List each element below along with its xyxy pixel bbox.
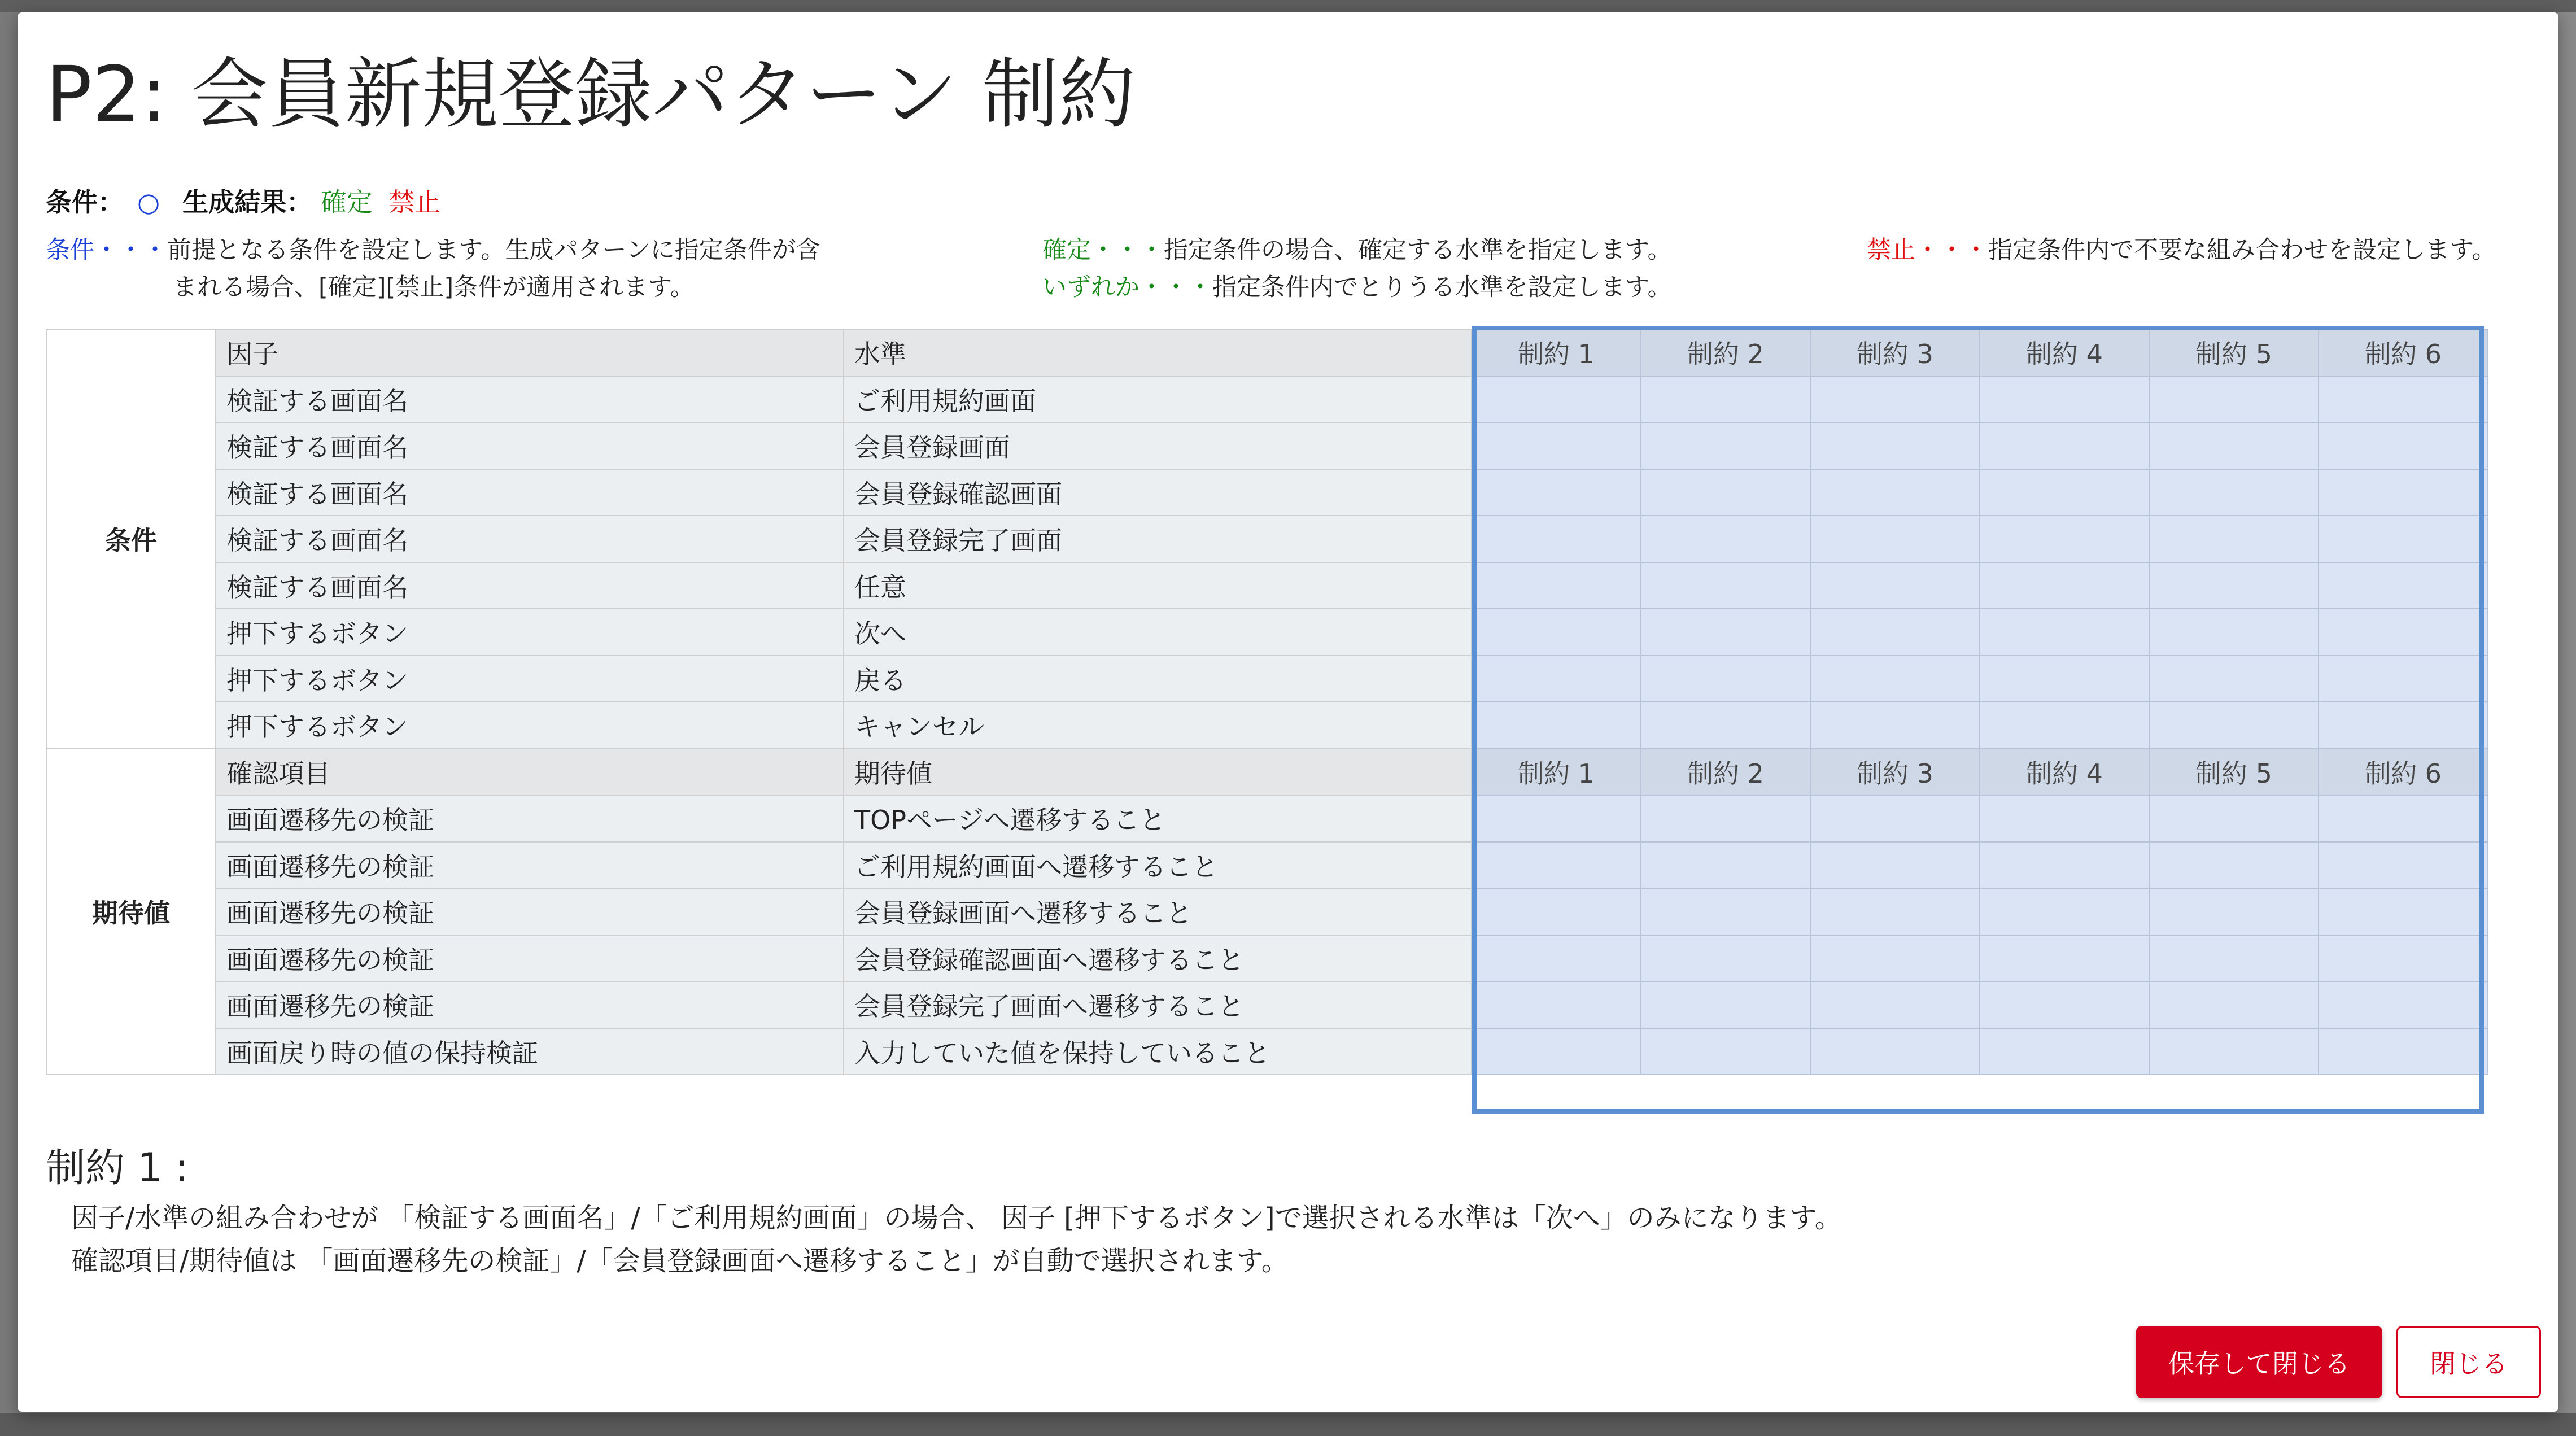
constraint-detail-title: 制約 1 : (46, 1145, 189, 1191)
background-bottom-bar (0, 1413, 2576, 1436)
constraint-cell[interactable] (2319, 656, 2488, 702)
constraint-cell[interactable] (1641, 702, 1810, 749)
constraint-cell[interactable] (2149, 656, 2319, 702)
constraint-cell[interactable] (1810, 469, 1980, 516)
condition-factor-value: 戻る (844, 656, 1472, 702)
constraint-cell[interactable] (2149, 935, 2319, 982)
condition-header-row (46, 329, 2488, 376)
condition-factor-row (46, 609, 2488, 656)
constraint-detail-line-2: 確認項目/期待値は 「画面遷移先の検証」/「会員登録画面へ遷移すること」が自動で選択されます。 (71, 1245, 1289, 1277)
constraint-header: 制約 3 (1810, 329, 1980, 376)
constraint-header: 制約 4 (1980, 329, 2149, 376)
constraint-cell[interactable] (2149, 422, 2319, 469)
expected-item-row (46, 795, 2488, 842)
any-text: 指定条件内でとりうる水準を設定します。 (1212, 273, 1672, 302)
expected-item-value: 会員登録画面へ遷移すること (844, 888, 1472, 935)
constraint-cell[interactable] (2319, 935, 2488, 982)
constraint-cell[interactable] (1810, 842, 1980, 889)
constraint-cell[interactable] (2149, 516, 2319, 562)
legend-condition-label: 条件： (46, 187, 124, 217)
condition-factor-row (46, 422, 2488, 469)
constraint-cell[interactable] (1472, 422, 1641, 469)
legend-confirm: 確定 (320, 187, 373, 217)
constraint-cell[interactable] (1980, 469, 2149, 516)
forbid-text: 指定条件内で不要な組み合わせを設定します。 (1988, 236, 2496, 264)
constraint-cell[interactable] (2319, 516, 2488, 562)
constraint-cell[interactable] (2149, 562, 2319, 609)
condition-factor-value: 次へ (844, 609, 1472, 656)
expected-item-value: 会員登録完了画面へ遷移すること (844, 981, 1472, 1028)
condition-text-1: 前提となる条件を設定します。生成パターンに指定条件が含 (167, 236, 820, 264)
constraint-cell[interactable] (1980, 609, 2149, 656)
close-button[interactable]: 閉じる (2396, 1326, 2541, 1398)
confirm-description (1042, 232, 1672, 306)
expected-column-header-2: 期待値 (844, 749, 1472, 796)
constraint-cell[interactable] (1472, 469, 1641, 516)
condition-factor-value: 任意 (844, 562, 1472, 609)
constraint-cell[interactable] (1980, 562, 2149, 609)
legend-result-label: 生成結果： (182, 187, 313, 217)
constraint-cell[interactable] (1980, 516, 2149, 562)
constraint-cell[interactable] (1641, 1028, 1810, 1075)
constraint-cell[interactable] (1810, 888, 1980, 935)
constraint-cell[interactable] (1641, 888, 1810, 935)
constraint-cell[interactable] (1472, 842, 1641, 889)
constraint-cell[interactable] (2149, 702, 2319, 749)
constraint-cell[interactable] (2319, 981, 2488, 1028)
constraint-cell[interactable] (2319, 888, 2488, 935)
constraint-cell[interactable] (2149, 469, 2319, 516)
constraint-cell[interactable] (1980, 842, 2149, 889)
constraint-table (46, 329, 2488, 1075)
condition-factor-row (46, 469, 2488, 516)
constraint-cell[interactable] (1810, 562, 1980, 609)
constraint-cell[interactable] (1472, 376, 1641, 423)
expected-item-row (46, 888, 2488, 935)
constraint-header: 制約 5 (2149, 749, 2319, 796)
constraint-cell[interactable] (1810, 981, 1980, 1028)
constraint-cell[interactable] (2149, 609, 2319, 656)
expected-item-row (46, 842, 2488, 889)
forbid-prefix: 禁止・・・ (1867, 236, 1988, 264)
constraint-cell[interactable] (1980, 422, 2149, 469)
constraint-cell[interactable] (2319, 842, 2488, 889)
condition-factor-name: 検証する画面名 (216, 562, 844, 609)
condition-factor-row (46, 376, 2488, 423)
condition-factor-name: 押下するボタン (216, 609, 844, 656)
constraint-cell[interactable] (2149, 1028, 2319, 1075)
constraint-cell[interactable] (1472, 516, 1641, 562)
expected-item-name: 画面遷移先の検証 (216, 842, 844, 889)
condition-factor-row (46, 656, 2488, 702)
condition-factor-value: 会員登録確認画面 (844, 469, 1472, 516)
constraint-cell[interactable] (2149, 376, 2319, 423)
condition-factor-row (46, 562, 2488, 609)
constraint-cell[interactable] (1810, 609, 1980, 656)
condition-factor-value: 会員登録画面 (844, 422, 1472, 469)
constraint-cell[interactable] (1641, 376, 1810, 423)
constraint-cell[interactable] (1980, 376, 2149, 423)
constraint-cell[interactable] (1980, 702, 2149, 749)
dialog-title: P2: 会員新規登録パターン 制約 (46, 50, 1136, 139)
expected-item-name: 画面遷移先の検証 (216, 935, 844, 982)
constraint-cell[interactable] (1810, 795, 1980, 842)
constraint-cell[interactable] (2319, 795, 2488, 842)
constraint-cell[interactable] (1472, 1028, 1641, 1075)
constraint-header: 制約 1 (1472, 329, 1641, 376)
constraint-cell[interactable] (1641, 422, 1810, 469)
background-right-edge (2557, 12, 2576, 1436)
condition-group-label: 条件 (46, 329, 216, 749)
constraint-cell[interactable] (2149, 981, 2319, 1028)
constraint-cell[interactable] (2149, 795, 2319, 842)
constraint-cell[interactable] (1810, 422, 1980, 469)
expected-group-label: 期待値 (46, 749, 216, 1075)
constraint-cell[interactable] (2149, 842, 2319, 889)
confirm-prefix: 確定・・・ (1042, 236, 1164, 264)
legend (46, 182, 440, 219)
expected-header-row (46, 749, 2488, 796)
condition-circle-icon: ○ (137, 187, 160, 217)
constraint-cell[interactable] (1472, 981, 1641, 1028)
expected-item-value: ご利用規約画面へ遷移すること (844, 842, 1472, 889)
constraint-cell[interactable] (1810, 1028, 1980, 1075)
expected-item-row (46, 981, 2488, 1028)
condition-factor-name: 検証する画面名 (216, 516, 844, 562)
condition-factor-name: 検証する画面名 (216, 422, 844, 469)
constraint-header: 制約 4 (1980, 749, 2149, 796)
expected-item-name: 画面遷移先の検証 (216, 981, 844, 1028)
constraint-dialog (18, 12, 2558, 1412)
constraint-cell[interactable] (1810, 376, 1980, 423)
condition-factor-row (46, 702, 2488, 749)
expected-item-name: 画面遷移先の検証 (216, 795, 844, 842)
constraint-cell[interactable] (1980, 935, 2149, 982)
constraint-cell[interactable] (2319, 609, 2488, 656)
constraint-cell[interactable] (2319, 376, 2488, 423)
constraint-cell[interactable] (1810, 702, 1980, 749)
constraint-cell[interactable] (1472, 795, 1641, 842)
constraint-header: 制約 6 (2319, 329, 2488, 376)
condition-factor-value: 会員登録完了画面 (844, 516, 1472, 562)
constraint-cell[interactable] (2319, 469, 2488, 516)
condition-column-header-2: 水準 (844, 329, 1472, 376)
constraint-cell[interactable] (1810, 516, 1980, 562)
constraint-cell[interactable] (1641, 795, 1810, 842)
constraint-cell[interactable] (2319, 562, 2488, 609)
condition-description (46, 232, 820, 306)
any-prefix: いずれか・・・ (1042, 273, 1212, 302)
constraint-cell[interactable] (1472, 562, 1641, 609)
constraint-cell[interactable] (1472, 888, 1641, 935)
constraint-cell[interactable] (1472, 656, 1641, 702)
expected-item-value: 会員登録確認画面へ遷移すること (844, 935, 1472, 982)
constraint-cell[interactable] (1641, 842, 1810, 889)
constraint-cell[interactable] (1641, 656, 1810, 702)
condition-factor-name: 押下するボタン (216, 702, 844, 749)
constraint-cell[interactable] (1641, 562, 1810, 609)
constraint-cell[interactable] (1810, 935, 1980, 982)
forbid-description (1867, 232, 2496, 269)
condition-text-2: まれる場合、[確定][禁止]条件が適用されます。 (173, 273, 695, 302)
constraint-cell[interactable] (1810, 656, 1980, 702)
constraint-cell[interactable] (2319, 1028, 2488, 1075)
constraint-cell[interactable] (1980, 1028, 2149, 1075)
condition-factor-value: ご利用規約画面 (844, 376, 1472, 423)
condition-factor-value: キャンセル (844, 702, 1472, 749)
expected-item-value: 入力していた値を保持していること (844, 1028, 1472, 1075)
constraint-detail-line-1: 因子/水準の組み合わせが 「検証する画面名」/「ご利用規約画面」の場合、 因子 [押下するボタン]で選択される水準は「次へ」のみになります。 (71, 1202, 1842, 1234)
constraint-cell[interactable] (1641, 469, 1810, 516)
constraint-cell[interactable] (1472, 935, 1641, 982)
constraint-header: 制約 3 (1810, 749, 1980, 796)
condition-factor-name: 検証する画面名 (216, 376, 844, 423)
background-top-bar (0, 0, 2576, 12)
expected-item-name: 画面遷移先の検証 (216, 888, 844, 935)
save-and-close-button[interactable]: 保存して閉じる (2136, 1326, 2382, 1398)
condition-factor-row (46, 516, 2488, 562)
constraint-header: 制約 6 (2319, 749, 2488, 796)
constraint-cell[interactable] (2149, 888, 2319, 935)
condition-factor-name: 検証する画面名 (216, 469, 844, 516)
confirm-text: 指定条件の場合、確定する水準を指定します。 (1164, 236, 1672, 264)
constraint-cell[interactable] (2319, 702, 2488, 749)
expected-item-row (46, 935, 2488, 982)
constraint-cell[interactable] (1472, 609, 1641, 656)
constraint-cell[interactable] (1980, 656, 2149, 702)
expected-column-header-1: 確認項目 (216, 749, 844, 796)
constraint-cell[interactable] (1641, 981, 1810, 1028)
legend-forbid: 禁止 (388, 187, 441, 217)
expected-item-value: TOPページへ遷移すること (844, 795, 1472, 842)
constraint-header: 制約 1 (1472, 749, 1641, 796)
constraint-header: 制約 2 (1641, 749, 1810, 796)
condition-column-header-1: 因子 (216, 329, 844, 376)
constraint-cell[interactable] (1641, 935, 1810, 982)
constraint-cell[interactable] (1641, 609, 1810, 656)
condition-prefix: 条件・・・ (46, 236, 167, 264)
constraint-cell[interactable] (1641, 516, 1810, 562)
expected-item-name: 画面戻り時の値の保持検証 (216, 1028, 844, 1075)
constraint-header: 制約 5 (2149, 329, 2319, 376)
constraint-cell[interactable] (1980, 795, 2149, 842)
constraint-cell[interactable] (1980, 981, 2149, 1028)
constraint-cell[interactable] (1980, 888, 2149, 935)
condition-factor-name: 押下するボタン (216, 656, 844, 702)
constraint-cell[interactable] (2319, 422, 2488, 469)
expected-item-row (46, 1028, 2488, 1075)
constraint-header: 制約 2 (1641, 329, 1810, 376)
constraint-cell[interactable] (1472, 702, 1641, 749)
